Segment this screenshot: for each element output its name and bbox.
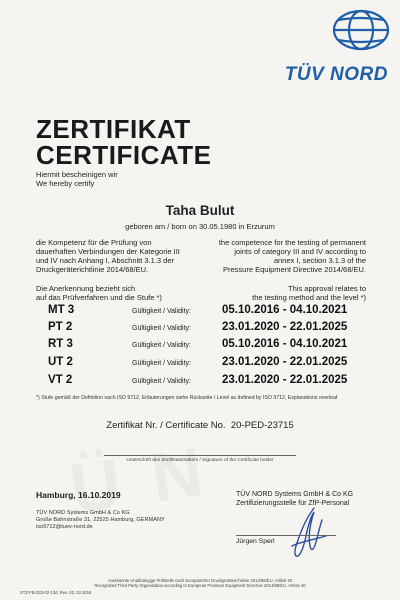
method-row: [36, 321, 366, 337]
address-email: iso9712@tuev-nord.de: [36, 524, 93, 530]
method-row: [36, 356, 366, 372]
title-de: ZERTIFIKAT: [36, 114, 191, 144]
form-identifier: STZ-FB-322-02-13d, Rev. 02, 02.2016: [20, 590, 92, 595]
issuer-address: [36, 510, 165, 531]
competence-en-line: annex I, section 3.1.3 of the: [273, 256, 366, 265]
competence-en: [200, 238, 366, 274]
method-validity-dates: 05.10.2016 - 04.10.2021: [222, 338, 348, 350]
holder-signature-line: [104, 455, 296, 456]
method-code: UT 2: [48, 356, 73, 368]
method-row: [36, 374, 366, 390]
holder-name: Taha Bulut: [165, 203, 235, 218]
org-line: Zertifizierungsstelle für ZfP-Personal: [236, 500, 350, 507]
recognition-line: Recognized Third Party Organisation according to European Pressure Equipment Directive 2014/68/EU, Article 20: [94, 583, 306, 588]
approval-de-line: Die Anerkennung bezieht sich: [36, 284, 136, 293]
method-code: MT 3: [48, 304, 75, 316]
validity-label: Gültigkeit / Validity:: [132, 360, 192, 367]
certificate-number: 20-PED-23715: [230, 420, 294, 431]
method-row: [36, 304, 366, 320]
method-validity-dates: 23.01.2020 - 22.01.2025: [222, 321, 348, 333]
competence-en-line: joints of category III and IV according to: [234, 247, 366, 256]
competence-de: [36, 238, 206, 274]
level-footnote: *) Stufe gemäß der Definition nach ISO 9712, Erläuterungen siehe Rückseite / Level as defined by ISO 9712, Explanations overleaf: [36, 395, 338, 401]
validity-label: Gültigkeit / Validity:: [132, 342, 192, 349]
recognition-note: [0, 578, 400, 588]
holder-born-line: geboren am / born on 30.05.1980 in Erzurum: [125, 222, 275, 231]
competence-en-line: the competence for the testing of permanent: [218, 238, 366, 247]
address-line: Große Bahnstraße 31, 22525 Hamburg, GERMANY: [36, 517, 165, 523]
intro-en: We hereby certify: [36, 179, 95, 188]
approval-en-line: the testing method and the level *): [252, 293, 366, 302]
signatory-name: Jürgen Sperl: [236, 538, 275, 545]
issue-place-date: Hamburg, 16.10.2019: [36, 490, 121, 500]
approval-de: [36, 284, 206, 302]
address-line: TÜV NORD Systems GmbH & Co KG: [36, 510, 130, 516]
method-validity-dates: 23.01.2020 - 22.01.2025: [222, 356, 348, 368]
tuv-nord-logo-text: TÜV NORD: [284, 64, 388, 85]
validity-label: Gültigkeit / Validity:: [132, 325, 192, 332]
recognition-line: Anerkannte Unabhängige Prüfstelle nach Europäischer Druckgeräterichtlinie 2014/68/EU, Artikel 20: [107, 578, 293, 583]
competence-de-line: die Kompetenz für die Prüfung von: [36, 238, 152, 247]
method-code: RT 3: [48, 338, 73, 350]
title-en: CERTIFICATE: [36, 140, 212, 170]
certificate-number-label: Zertifikat Nr. / Certificate No.: [106, 420, 226, 431]
holder-signature-caption: Unterschrift des Zertifikatinhabers / Signature of the Certificate holder: [126, 458, 274, 463]
competence-de-line: und IV nach Anhang I, Abschnitt 3.1.3 der: [36, 256, 175, 265]
validity-label: Gültigkeit / Validity:: [132, 308, 192, 315]
tuv-nord-globe-logo: [330, 8, 392, 52]
certificate-number-line: [0, 420, 400, 431]
approval-en: [200, 284, 366, 302]
method-code: VT 2: [48, 374, 73, 386]
issuer-signature-line: [236, 535, 336, 536]
method-row: [36, 338, 366, 354]
competence-en-line: Pressure Equipment Directive 2014/68/EU.: [223, 265, 366, 274]
approval-de-line: auf das Prüfverfahren und die Stufe *): [36, 293, 162, 302]
validity-label: Gültigkeit / Validity:: [132, 378, 192, 385]
handwritten-signature: [284, 506, 330, 560]
org-line: TÜV NORD Systems GmbH & Co KG: [236, 491, 354, 498]
competence-de-line: dauerhaften Verbindungen der Kategorie III: [36, 247, 180, 256]
intro-de: Hiermit bescheinigen wir: [36, 170, 118, 179]
approval-en-line: This approval relates to: [288, 284, 366, 293]
method-code: PT 2: [48, 321, 73, 333]
method-validity-dates: 23.01.2020 - 22.01.2025: [222, 374, 348, 386]
method-validity-dates: 05.10.2016 - 04.10.2021: [222, 304, 348, 316]
competence-de-line: Druckgeräterichtlinie 2014/68/EU.: [36, 265, 149, 274]
